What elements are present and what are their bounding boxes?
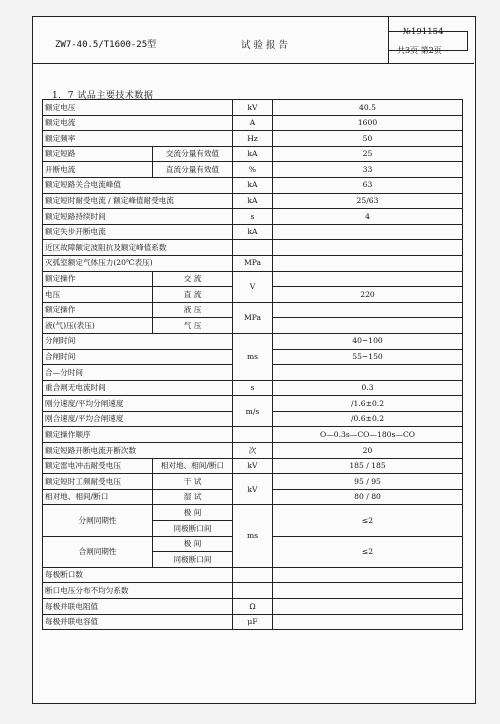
value-cell: 80 / 80 xyxy=(273,489,463,505)
table-row xyxy=(43,380,463,396)
unit-cell xyxy=(233,567,273,583)
param-label: 开断电流 xyxy=(43,162,153,178)
unit-cell xyxy=(233,583,273,599)
param-label: 合闸时间 xyxy=(43,349,233,365)
value-cell: ≤2 xyxy=(273,505,463,536)
unit-cell: m/s xyxy=(233,396,273,427)
param-label: 额定短路持续时间 xyxy=(43,209,233,225)
param-label: 分闸同期性 xyxy=(43,505,153,536)
value-cell: 55~150 xyxy=(273,349,463,365)
value-cell xyxy=(273,318,463,334)
param-label: 刚合速度/平均合闸速度 xyxy=(43,411,233,427)
param-label: 额定雷电冲击耐受电压 xyxy=(43,458,153,474)
sub-label: 交流分量有效值 xyxy=(153,146,233,162)
param-label: 每极并联电容值 xyxy=(43,614,233,630)
table-row xyxy=(43,224,463,240)
param-label: 额定短时工频耐受电压 xyxy=(43,474,153,490)
table-row xyxy=(43,614,463,630)
value-cell: 95 / 95 xyxy=(273,474,463,490)
model-label: ZW7-40.5/T1600-25型 xyxy=(55,40,157,50)
unit-cell: kA xyxy=(233,177,273,193)
value-cell xyxy=(273,567,463,583)
table-row xyxy=(43,271,463,287)
unit-cell: ms xyxy=(233,505,273,567)
table-row xyxy=(43,458,463,474)
table-row xyxy=(43,583,463,599)
value-cell xyxy=(273,255,463,271)
param-label: 合—分时间 xyxy=(43,365,233,381)
value-cell: 0.3 xyxy=(273,380,463,396)
param-label: 刚分速度/平均分闸速度 xyxy=(43,396,233,412)
unit-cell: Ω xyxy=(233,599,273,615)
table-row xyxy=(43,427,463,443)
sub-label: 液 压 xyxy=(153,302,233,318)
value-cell xyxy=(273,599,463,615)
sub-label: 同极断口间 xyxy=(153,521,233,537)
param-label: 额定操作 xyxy=(43,271,153,287)
unit-cell: A xyxy=(233,115,273,131)
value-cell: 40~100 xyxy=(273,333,463,349)
unit-cell: kV xyxy=(233,474,273,505)
table-row xyxy=(43,100,463,116)
value-cell: O—0.3s—CO—180s—CO xyxy=(273,427,463,443)
param-label: 额定操作顺序 xyxy=(43,427,233,443)
param-label: 额定短时耐受电流 / 额定峰值耐受电流 xyxy=(43,193,233,209)
unit-cell: MPa xyxy=(233,302,273,333)
table-row xyxy=(43,599,463,615)
param-label: 重合闸无电流时间 xyxy=(43,380,233,396)
value-cell: 185 / 185 xyxy=(273,458,463,474)
table-row xyxy=(43,396,463,412)
sub-label: 同极断口间 xyxy=(153,552,233,568)
value-cell xyxy=(273,583,463,599)
header-rule xyxy=(33,63,474,64)
sub-label: 气 压 xyxy=(153,318,233,334)
table-row xyxy=(43,567,463,583)
value-cell: /0.6±0.2 xyxy=(273,411,463,427)
value-cell: ≤2 xyxy=(273,536,463,567)
param-label: 每极并联电阻值 xyxy=(43,599,233,615)
unit-cell: s xyxy=(233,209,273,225)
value-cell: 25/63 xyxy=(273,193,463,209)
value-cell: 20 xyxy=(273,443,463,459)
table-row xyxy=(43,302,463,318)
table-row xyxy=(43,240,463,256)
param-label: 额定失步开断电流 xyxy=(43,224,233,240)
value-cell: 63 xyxy=(273,177,463,193)
unit-cell xyxy=(233,427,273,443)
param-label: 额定电压 xyxy=(43,100,233,116)
value-cell: 1600 xyxy=(273,115,463,131)
sub-label: 极 间 xyxy=(153,536,233,552)
unit-cell: kV xyxy=(233,100,273,116)
table-row xyxy=(43,505,463,521)
value-cell: 33 xyxy=(273,162,463,178)
param-label: 额定操作 xyxy=(43,302,153,318)
unit-cell: 次 xyxy=(233,443,273,459)
value-cell xyxy=(273,240,463,256)
table-row xyxy=(43,162,463,178)
value-cell xyxy=(273,614,463,630)
value-cell xyxy=(273,224,463,240)
param-label: 灭弧室额定气体压力(20℃表压) xyxy=(43,255,233,271)
unit-cell: kA xyxy=(233,224,273,240)
param-label: 断口电压分布不均匀系数 xyxy=(43,583,233,599)
sub-label: 湿 试 xyxy=(153,489,233,505)
unit-cell: kV xyxy=(233,458,273,474)
param-label: 近区故障额定波阻抗及额定峰值系数 xyxy=(43,240,233,256)
sub-label: 相对地、相间/断口 xyxy=(153,458,233,474)
sub-label: 极 间 xyxy=(153,505,233,521)
table-row xyxy=(43,474,463,490)
page-indicator: 共3页 第2页 xyxy=(397,46,442,55)
param-label: 合闸同期性 xyxy=(43,536,153,567)
table-row xyxy=(43,443,463,459)
value-cell xyxy=(273,271,463,287)
sub-label: 直 流 xyxy=(153,287,233,303)
param-label: 分闸时间 xyxy=(43,333,233,349)
sub-label: 干 试 xyxy=(153,474,233,490)
param-label: 电压 xyxy=(43,287,153,303)
table-row xyxy=(43,115,463,131)
spec-table xyxy=(42,99,463,630)
param-label: 液(气)压(表压) xyxy=(43,318,153,334)
report-number: №191154 xyxy=(403,27,444,37)
table-row xyxy=(43,177,463,193)
param-label: 额定短路关合电流峰值 xyxy=(43,177,233,193)
unit-cell: s xyxy=(233,380,273,396)
unit-cell: V xyxy=(233,271,273,302)
header-divider xyxy=(388,17,389,63)
table-row xyxy=(43,146,463,162)
param-label: 额定频率 xyxy=(43,131,233,147)
unit-cell: % xyxy=(233,162,273,178)
unit-cell: kA xyxy=(233,146,273,162)
unit-cell: ms xyxy=(233,333,273,380)
value-cell: 40.5 xyxy=(273,100,463,116)
param-label: 额定短路开断电流开断次数 xyxy=(43,443,233,459)
value-cell: 25 xyxy=(273,146,463,162)
unit-cell: MPa xyxy=(233,255,273,271)
value-cell: 4 xyxy=(273,209,463,225)
value-cell xyxy=(273,365,463,381)
value-cell: /1.6±0.2 xyxy=(273,396,463,412)
value-cell xyxy=(273,302,463,318)
sub-label: 交 流 xyxy=(153,271,233,287)
value-cell: 220 xyxy=(273,287,463,303)
param-label: 额定短路 xyxy=(43,146,153,162)
report-title: 试 验 报 告 xyxy=(241,40,289,51)
table-row xyxy=(43,193,463,209)
unit-cell xyxy=(233,240,273,256)
table-row xyxy=(43,333,463,349)
unit-cell: μF xyxy=(233,614,273,630)
sub-label: 直流分量有效值 xyxy=(153,162,233,178)
value-cell: 50 xyxy=(273,131,463,147)
section-title: 1．7 试品主要技术数据 xyxy=(52,91,154,101)
unit-cell: kA xyxy=(233,193,273,209)
param-label: 每极断口数 xyxy=(43,567,233,583)
param-label: 相对地、相间/断口 xyxy=(43,489,153,505)
table-row xyxy=(43,255,463,271)
table-row xyxy=(43,131,463,147)
param-label: 额定电流 xyxy=(43,115,233,131)
table-row xyxy=(43,209,463,225)
unit-cell: Hz xyxy=(233,131,273,147)
